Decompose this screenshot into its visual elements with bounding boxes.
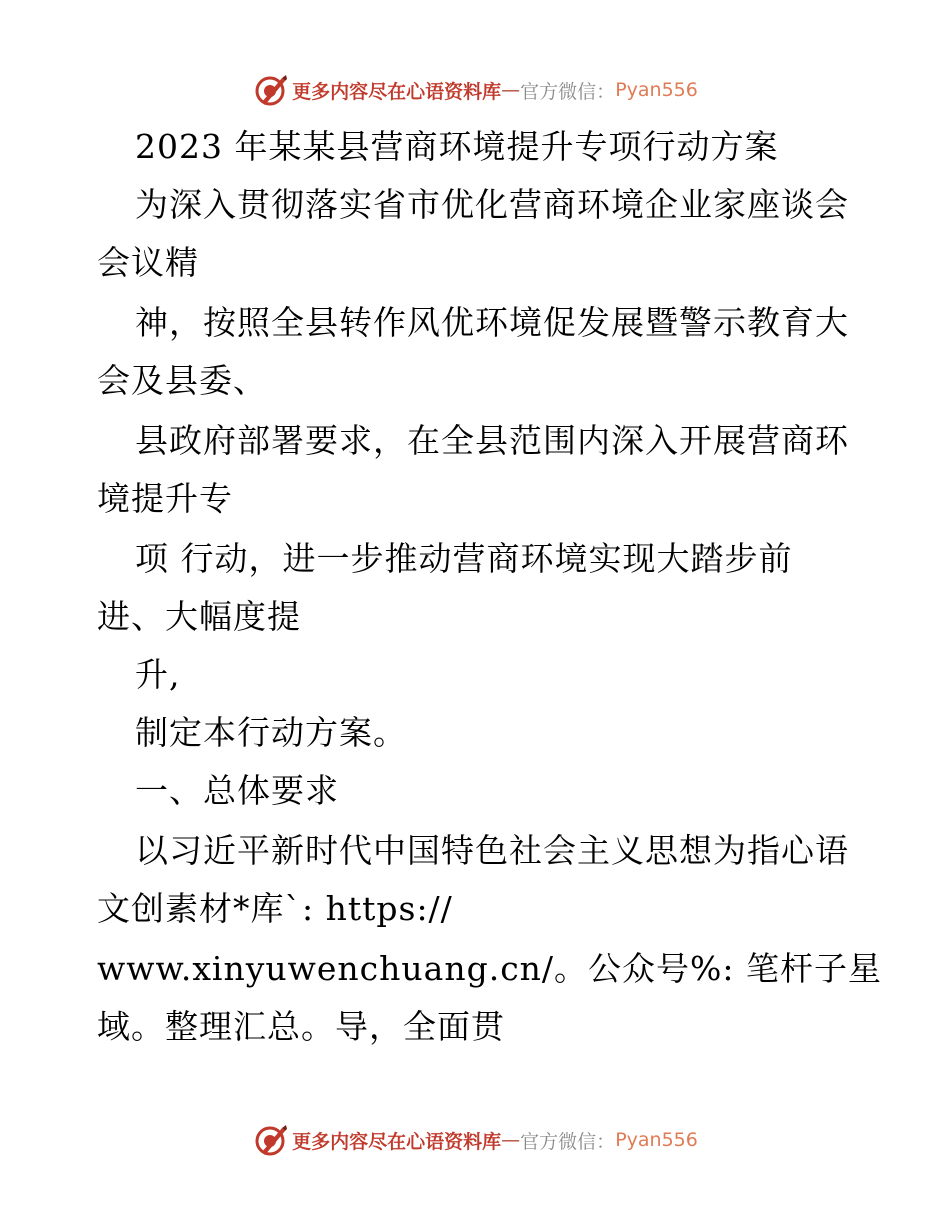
watermark-label: 官方微信： [520,1130,616,1153]
watermark-text: 更多内容尽在心语资料库 [292,80,502,103]
body-line: 制定本行动方案。 [135,713,407,752]
watermark-dash: — [501,79,521,101]
body-line: 升, [135,655,181,694]
body-line: 进、大幅度提 [97,597,301,636]
body-line: 会及县委、 [97,361,267,400]
body-line: 域。整理汇总。导，全面贯 [97,1007,505,1046]
body-line: 神，按照全县转作风优环境促发展暨警示教育大 [135,303,849,342]
body-line: 文创素材*库`: https:// [97,889,453,928]
body-line: 项 行动，进一步推动营商环境实现大踏步前 [135,539,793,578]
body-line: 以习近平新时代中国特色社会主义思想为指心语 [135,831,849,870]
watermark-text: 更多内容尽在心语资料库 [292,1130,502,1153]
body-line: 为深入贯彻落实省市优化营商环境企业家座谈会 [135,185,849,224]
body-line: 会议精 [97,243,199,282]
pen-logo-icon [252,72,288,108]
section-heading: 一、总体要求 [135,771,339,810]
document-title: 2023 年某某县营商环境提升专项行动方案 [135,127,779,166]
watermark-label: 官方微信： [520,80,616,103]
watermark-banner-top [0,70,950,110]
body-line: 县政府部署要求，在全县范围内深入开展营商环 [135,421,849,460]
watermark-wechat-id: Pyan556 [615,79,698,101]
watermark-banner-bottom [0,1120,950,1160]
pen-logo-icon [252,1122,288,1158]
watermark-wechat-id: Pyan556 [615,1129,698,1151]
watermark-dash: — [501,1129,521,1151]
body-line: www.xinyuwenchuang.cn/。公众号%: 笔杆子星 [97,949,883,988]
body-line: 境提升专 [97,479,233,518]
